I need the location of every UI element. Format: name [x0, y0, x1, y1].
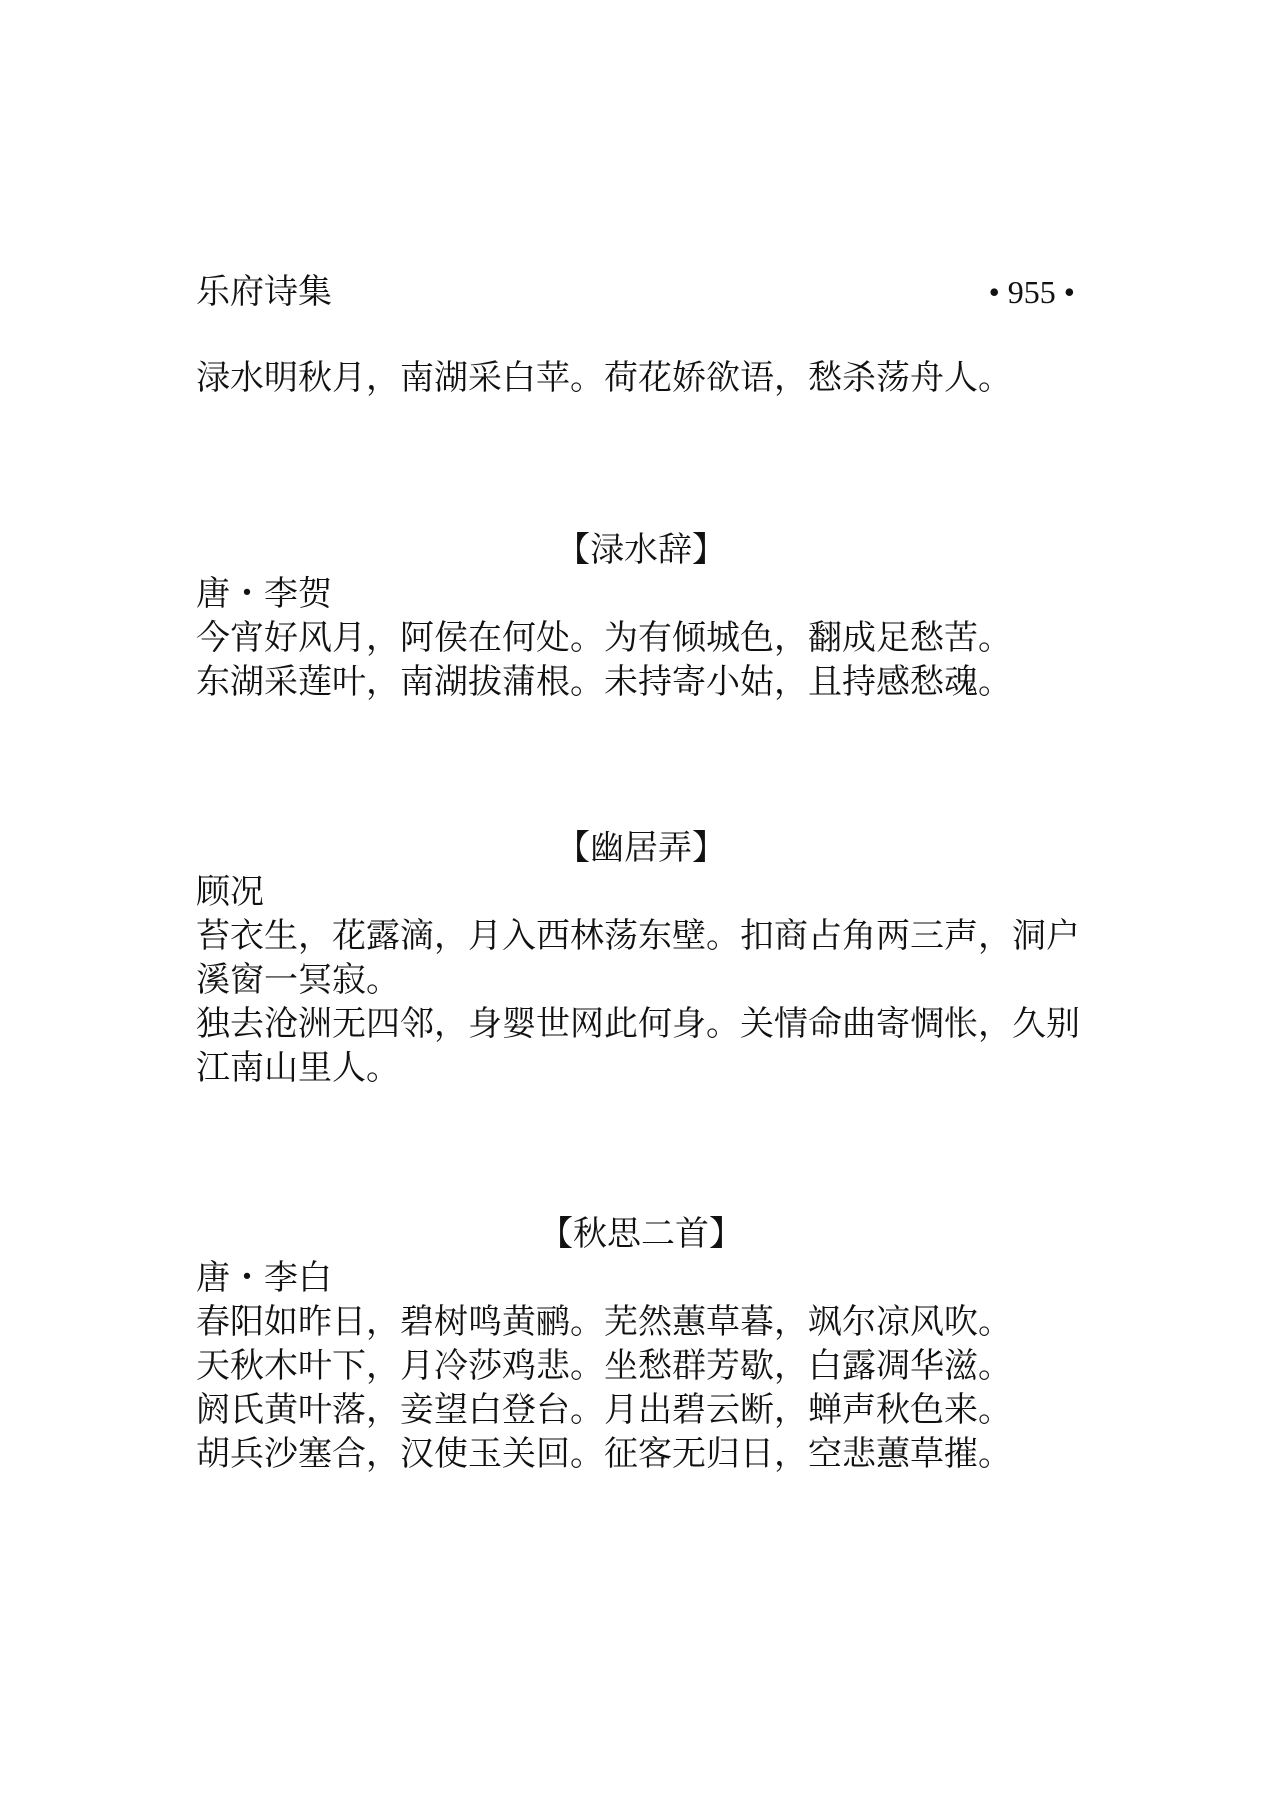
book-title: 乐府诗集	[196, 272, 332, 312]
poem-body	[196, 1256, 1096, 1476]
page-number: • 955 •	[988, 274, 1075, 310]
poem-author: 唐・李白	[196, 1258, 332, 1298]
poem-title: 【秋思二首】	[539, 1214, 743, 1254]
poem-author: 唐・李贺	[196, 574, 332, 614]
verse-line: 胡兵沙塞合，汉使玉关回。征客无归日，空悲蕙草摧。	[196, 1434, 1012, 1474]
verse-line: 今宵好风月，阿侯在何处。为有倾城色，翻成足愁苦。	[196, 618, 1012, 658]
verse-line: 天秋木叶下，月冷莎鸡悲。坐愁群芳歇，白露凋华滋。	[196, 1346, 1012, 1386]
verse-line: 独去沧洲无四邻，身婴世网此何身。关情命曲寄惆怅，久别江南山里人。	[196, 1004, 1080, 1088]
poem-author: 顾况	[196, 872, 264, 912]
verse-line: 春阳如昨日，碧树鸣黄鹂。芜然蕙草暮，飒尔凉风吹。	[196, 1302, 1012, 1342]
poem-body	[196, 572, 1096, 704]
intro-verse	[196, 356, 1096, 400]
verse-line: 东湖采莲叶，南湖拔蒲根。未持寄小姑，且持感愁魂。	[196, 662, 1012, 702]
poem-title: 【幽居弄】	[556, 828, 726, 868]
verse-line: 渌水明秋月，南湖采白苹。荷花娇欲语，愁杀荡舟人。	[196, 358, 1012, 398]
poem-body	[196, 870, 1096, 1090]
poem-title: 【渌水辞】	[556, 530, 726, 570]
verse-line: 苔衣生，花露滴，月入西林荡东壁。扣商占角两三声，洞户溪窗一冥寂。	[196, 916, 1080, 1000]
verse-line: 阏氏黄叶落，妾望白登台。月出碧云断，蝉声秋色来。	[196, 1390, 1012, 1430]
